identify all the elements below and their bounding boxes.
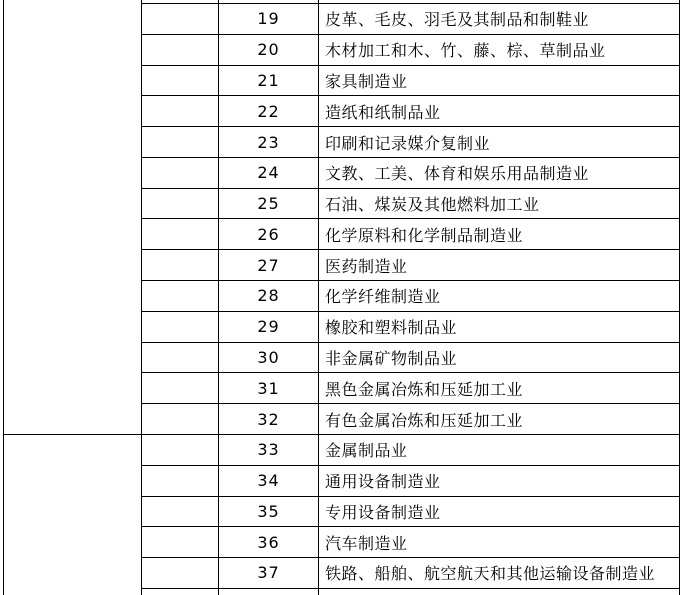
industry-name: 文教、工美、体育和娱乐用品制造业 xyxy=(319,157,680,188)
industry-name: 化学原料和化学制品制造业 xyxy=(319,219,680,250)
industry-name: 化学纤维制造业 xyxy=(319,281,680,312)
industry-code: 34 xyxy=(219,465,319,496)
industry-code: 25 xyxy=(219,188,319,219)
industry-code: 21 xyxy=(219,65,319,96)
industry-name: 石油、煤炭及其他燃料加工业 xyxy=(319,188,680,219)
industry-name: 橡胶和塑料制品业 xyxy=(319,311,680,342)
industry-name: 有色金属冶炼和压延加工业 xyxy=(319,404,680,435)
industry-name: 专用设备制造业 xyxy=(319,496,680,527)
empty-cell xyxy=(142,188,219,219)
industry-code: 28 xyxy=(219,281,319,312)
industry-code: 32 xyxy=(219,404,319,435)
industry-code: 24 xyxy=(219,157,319,188)
industry-code: 29 xyxy=(219,311,319,342)
category-group-cell-lower xyxy=(4,434,142,595)
category-group-cell-upper xyxy=(4,0,142,434)
code-cell xyxy=(219,588,319,595)
industry-name: 黑色金属冶炼和压延加工业 xyxy=(319,373,680,404)
industry-classification-table xyxy=(3,0,680,595)
industry-name: 印刷和记录媒介复制业 xyxy=(319,127,680,158)
empty-cell xyxy=(142,96,219,127)
empty-cell xyxy=(142,250,219,281)
industry-code: 36 xyxy=(219,527,319,558)
industry-code: 30 xyxy=(219,342,319,373)
industry-name: 汽车制造业 xyxy=(319,527,680,558)
name-cell xyxy=(319,588,680,595)
industry-name: 医药制造业 xyxy=(319,250,680,281)
industry-name: 家具制造业 xyxy=(319,65,680,96)
empty-cell xyxy=(142,34,219,65)
table-row xyxy=(4,434,680,465)
industry-name: 非金属矿物制品业 xyxy=(319,342,680,373)
industry-code: 31 xyxy=(219,373,319,404)
industry-name: 铁路、船舶、航空航天和其他运输设备制造业 xyxy=(319,558,680,589)
empty-cell xyxy=(142,342,219,373)
industry-code: 22 xyxy=(219,96,319,127)
industry-code: 20 xyxy=(219,34,319,65)
empty-cell xyxy=(142,527,219,558)
table-body xyxy=(4,0,680,595)
industry-code: 19 xyxy=(219,4,319,35)
industry-code: 37 xyxy=(219,558,319,589)
empty-cell xyxy=(142,4,219,35)
industry-name: 通用设备制造业 xyxy=(319,465,680,496)
empty-cell xyxy=(142,65,219,96)
empty-cell xyxy=(142,465,219,496)
industry-name: 木材加工和木、竹、藤、棕、草制品业 xyxy=(319,34,680,65)
empty-cell xyxy=(142,558,219,589)
empty-cell xyxy=(142,496,219,527)
empty-cell xyxy=(142,127,219,158)
empty-cell xyxy=(142,404,219,435)
empty-cell xyxy=(142,281,219,312)
empty-cell xyxy=(142,157,219,188)
industry-code: 23 xyxy=(219,127,319,158)
empty-cell xyxy=(142,373,219,404)
industry-code: 35 xyxy=(219,496,319,527)
industry-code: 33 xyxy=(219,434,319,465)
industry-name: 皮革、毛皮、羽毛及其制品和制鞋业 xyxy=(319,4,680,35)
empty-cell xyxy=(142,311,219,342)
industry-name: 金属制品业 xyxy=(319,434,680,465)
industry-code: 26 xyxy=(219,219,319,250)
empty-cell xyxy=(142,588,219,595)
industry-code: 27 xyxy=(219,250,319,281)
empty-cell xyxy=(142,434,219,465)
empty-cell xyxy=(142,219,219,250)
industry-name: 造纸和纸制品业 xyxy=(319,96,680,127)
